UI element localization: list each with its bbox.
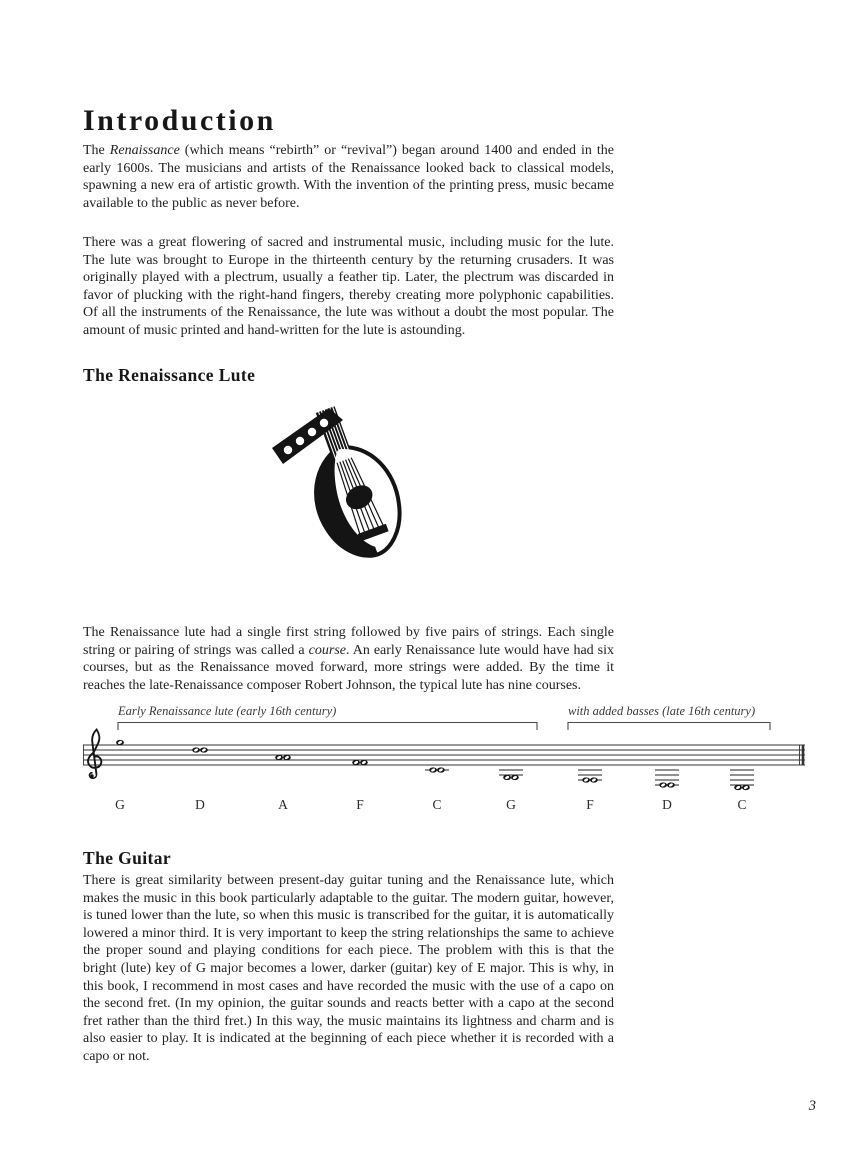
note-letter-f: F	[586, 797, 594, 812]
note-letter-a: A	[278, 797, 288, 812]
lute-p-rest: . An early Renaissance lute would have had six courses, but as the Renaissance moved forward, more strings were added. By the time it reaches the late-Renaissance composer Robert Johnson, the typical lute has nine courses.	[83, 642, 614, 693]
note-c	[425, 767, 449, 812]
note-letter-d: D	[662, 797, 672, 812]
intro-paragraph-1	[83, 142, 614, 212]
note-d	[192, 747, 208, 812]
note-f	[578, 770, 602, 812]
lute-p-italic: course	[308, 642, 346, 658]
note-letter-c: C	[737, 797, 747, 812]
treble-clef-icon	[88, 730, 101, 779]
intro-p1-rest: (which means “rebirth” or “revival”) began around 1400 and ended in the early 1600s. The musicians and artists of the Renaissance looked back to classical models, spawning a new era of artistic growth. With the invention of the printing press, music became available to the public as never before.	[83, 143, 615, 211]
intro-p1-italic: Renaissance	[109, 143, 180, 158]
note-a	[275, 755, 291, 812]
lute-p-pre: The Renaissance lute had a single first string followed by five pairs of strings. Each single string or pairing of strings was called a	[83, 625, 614, 658]
page-title: Introduction	[83, 104, 276, 138]
note-letter-g: G	[506, 797, 516, 812]
bracket2-label: with added basses (late 16th century)	[568, 704, 756, 718]
bracket2	[568, 723, 770, 731]
notes-layer	[115, 740, 754, 812]
lute-paragraph	[83, 624, 614, 694]
note-c	[730, 770, 754, 812]
note-f	[352, 760, 368, 812]
note-d	[655, 770, 679, 812]
renaissance-lute-heading: The Renaissance Lute	[83, 364, 256, 385]
staff-figure-svg	[83, 700, 805, 820]
note-g	[115, 740, 125, 812]
intro-paragraph-2: There was a great flowering of sacred and instrumental music, including music for the lute. The lute was brought to Europe in the thirteenth century by the returning crusaders. It was originally played with a plectrum, usually a feather tip. Later, the plectrum was discarded in favor of plucking with the right-hand fingers, thereby creating more polyphonic capabilities. Of all the instruments of the Renaissance, the lute was without a doubt the most popular. The amount of music printed and hand-written for the lute is astounding.	[83, 235, 614, 338]
lute-illustration	[247, 382, 455, 584]
note-letter-g: G	[115, 797, 125, 812]
bracket1	[118, 723, 537, 731]
staff-lines	[83, 745, 805, 765]
note-g	[499, 770, 523, 812]
note-letter-d: D	[195, 797, 205, 812]
page-number: 3	[808, 1098, 816, 1114]
note-letter-c: C	[432, 797, 442, 812]
intro-p1-pre: The	[83, 143, 110, 158]
guitar-paragraph: There is great similarity between present-day guitar tuning and the Renaissance lute, which makes the music in this book particularly adaptable to the guitar. The modern guitar, however, is tuned lower than the lute, so when this music is transcribed for the guitar, it is automatically lowered a minor third. It is very important to keep the string relationships the same to achieve the proper sound and playing conditions for each piece. The problem with this is that the bright (lute) key of G major becomes a lower, darker (guitar) key of E major. This is why, in this book, I recommend in most cases and have recorded the music with the use of a capo on the second fret. (In my opinion, the guitar sounds and reacts better with a capo at the second fret rather than the third fret.) In this way, the music maintains its lightness and charm and is also easier to play. It is indicated at the beginning of each piece whether it is recorded with a capo or not.	[83, 873, 614, 1064]
guitar-heading: The Guitar	[83, 847, 172, 868]
bracket1-label: Early Renaissance lute (early 16th century)	[118, 704, 337, 718]
note-letter-f: F	[356, 797, 364, 812]
